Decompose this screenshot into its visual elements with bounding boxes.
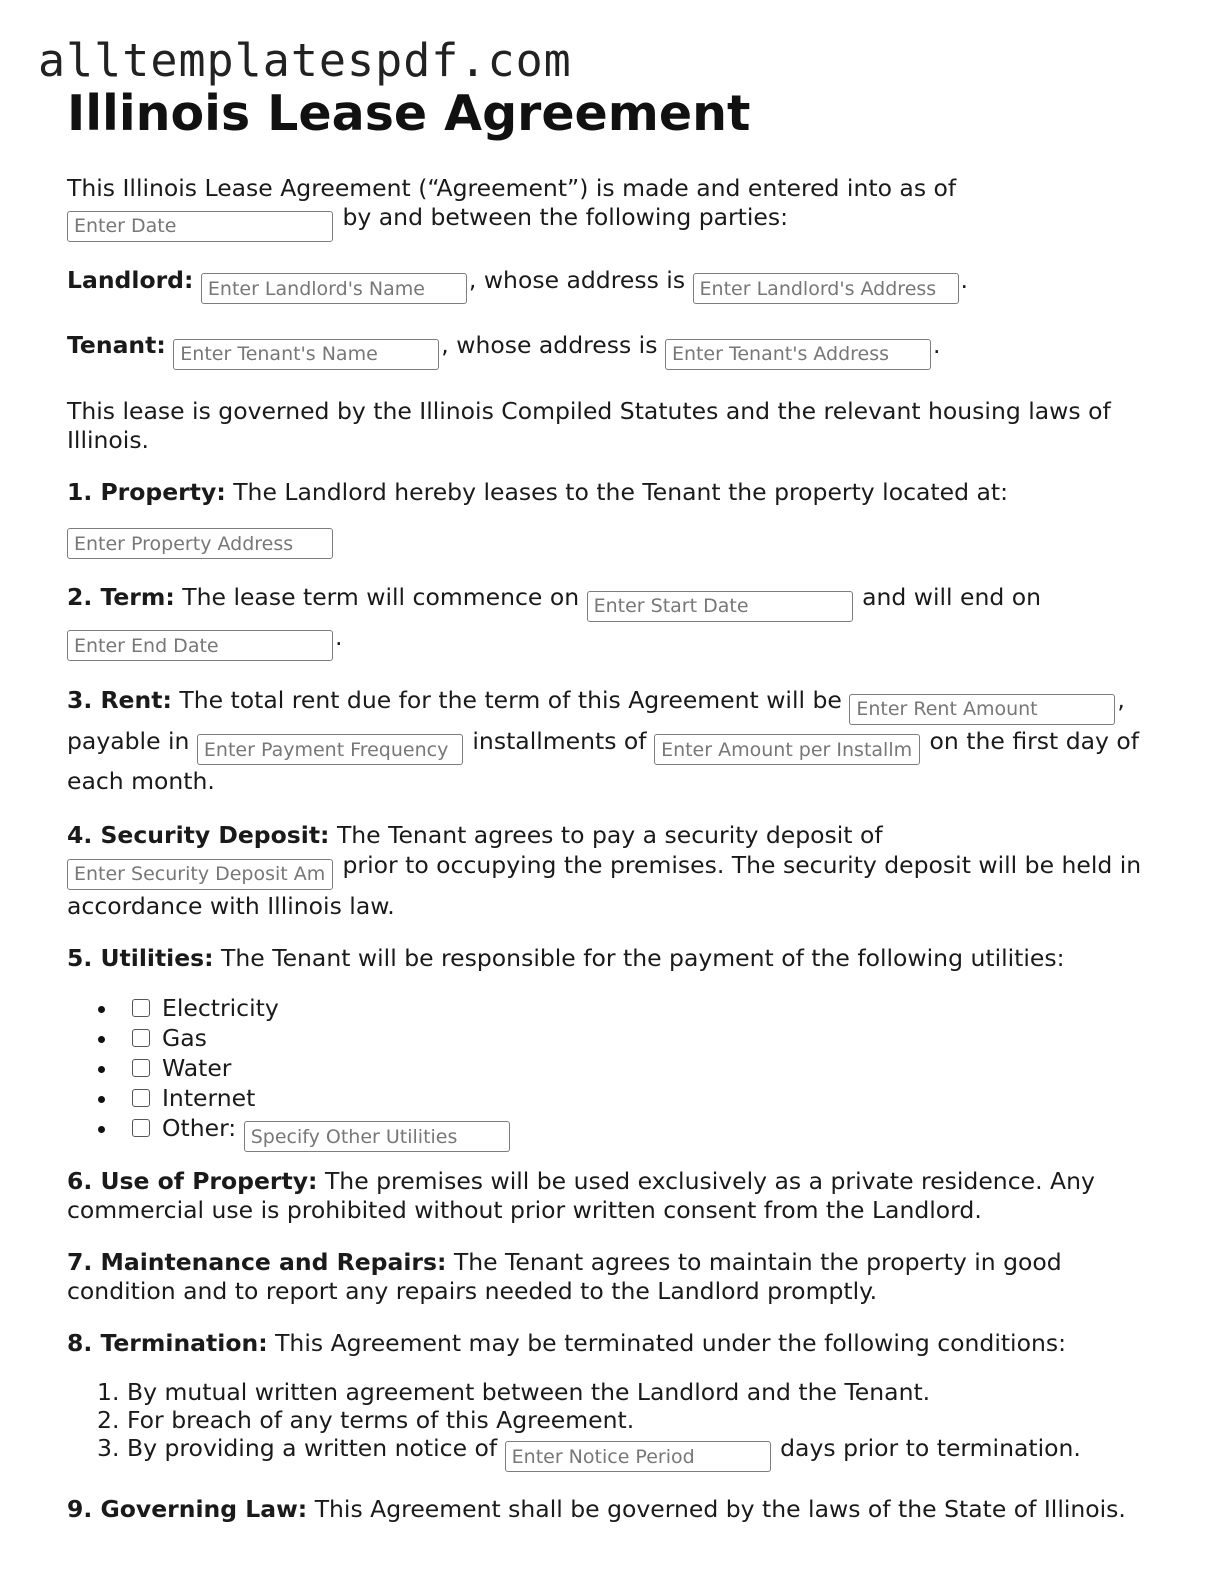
property-heading: 1. Property: xyxy=(67,477,226,506)
page-title: Illinois Lease Agreement xyxy=(67,85,751,142)
rent-text: The total rent due for the term of this Agreement will be xyxy=(179,686,842,714)
tenant-address-input[interactable] xyxy=(665,339,931,370)
payment-frequency-input[interactable] xyxy=(197,734,463,765)
maintenance-text: The Tenant agrees to maintain the property in good condition and to report any repairs needed to the Landlord promptly. xyxy=(67,1247,1062,1305)
maintenance-section xyxy=(67,1248,1157,1306)
site-watermark: alltemplatespdf.com xyxy=(38,34,572,87)
end-date-input[interactable] xyxy=(67,630,333,661)
notice-period-input[interactable] xyxy=(505,1441,771,1472)
list-item xyxy=(99,993,1157,1023)
landlord-address-input[interactable] xyxy=(693,273,959,304)
term-end: . xyxy=(335,622,343,651)
law-heading: 9. Governing Law: xyxy=(67,1495,308,1523)
gas-checkbox[interactable] xyxy=(132,1029,150,1047)
list-item xyxy=(99,1113,1157,1143)
agreement-body xyxy=(67,174,1157,1547)
notice-end-text: days prior to termination. xyxy=(780,1433,1081,1462)
water-checkbox[interactable] xyxy=(132,1059,150,1077)
landlord-label: Landlord: xyxy=(67,265,194,294)
rent-section xyxy=(67,685,1157,797)
utilities-list xyxy=(67,993,1157,1143)
list-item xyxy=(99,1083,1157,1113)
bullet-icon xyxy=(98,1036,105,1043)
list-item: 2. For breach of any terms of this Agreement. xyxy=(97,1405,635,1434)
landlord-end: . xyxy=(960,265,969,294)
deposit-text-2: prior to occupying the premises. The security deposit will be held in accordance with Illinois law. xyxy=(67,851,1142,920)
utility-label: Water xyxy=(162,1053,232,1082)
landlord-mid-text: , whose address is xyxy=(468,265,686,294)
utility-label: Gas xyxy=(162,1023,207,1052)
utility-label: Internet xyxy=(162,1083,256,1112)
term-heading: 2. Term: xyxy=(67,583,175,611)
tenant-label: Tenant: xyxy=(67,331,166,359)
agreement-date-input[interactable] xyxy=(67,211,333,242)
intro-paragraph xyxy=(67,174,1157,243)
utilities-section xyxy=(67,944,1157,973)
tenant-end: . xyxy=(932,331,941,359)
bullet-icon xyxy=(98,1006,105,1013)
start-date-input[interactable] xyxy=(587,591,853,622)
use-text: The premises will be used exclusively as a private residence. Any commercial use is prohibited without prior written consent from the Landlord. xyxy=(67,1166,1095,1224)
rent-text-3: installments of xyxy=(472,726,647,755)
bullet-icon xyxy=(98,1096,105,1103)
rent-text-2: , payable in xyxy=(67,686,1125,755)
intro-text: This Illinois Lease Agreement (“Agreement”) is made and entered into as of xyxy=(67,174,957,202)
intro-text-2: by and between the following parties: xyxy=(342,203,789,231)
rent-amount-input[interactable] xyxy=(849,694,1115,725)
other-checkbox[interactable] xyxy=(132,1119,150,1137)
term-text: The lease term will commence on xyxy=(182,583,580,611)
term-section xyxy=(67,583,1157,662)
law-section xyxy=(67,1495,1157,1524)
rent-text-4: on the first day of each month. xyxy=(67,726,1140,795)
list-item xyxy=(99,1053,1157,1083)
use-section xyxy=(67,1167,1157,1225)
list-item: 3. By providing a written notice of Enter Notice Period days prior to termination. xyxy=(97,1434,1157,1474)
termination-section xyxy=(67,1329,1157,1358)
utilities-heading: 5. Utilities: xyxy=(67,943,214,972)
landlord-line xyxy=(67,266,1157,306)
internet-checkbox[interactable] xyxy=(132,1089,150,1107)
property-text: The Landlord hereby leases to the Tenant the property located at: xyxy=(233,477,1008,506)
tenant-line xyxy=(67,331,1157,371)
bullet-icon xyxy=(98,1066,105,1073)
property-address-input[interactable] xyxy=(67,528,333,559)
landlord-name-input[interactable] xyxy=(201,273,467,304)
maintenance-heading: 7. Maintenance and Repairs: xyxy=(67,1247,447,1276)
property-address-row xyxy=(67,521,1157,561)
deposit-text: The Tenant agrees to pay a security deposit of xyxy=(336,821,883,849)
electricity-checkbox[interactable] xyxy=(132,999,150,1017)
deposit-heading: 4. Security Deposit: xyxy=(67,821,330,849)
list-item: 1. By mutual written agreement between the Landlord and the Tenant. xyxy=(97,1377,931,1406)
utilities-text: The Tenant will be responsible for the payment of the following utilities: xyxy=(221,943,1065,972)
rent-heading: 3. Rent: xyxy=(67,686,172,714)
utility-label: Electricity xyxy=(162,993,279,1022)
security-deposit-input[interactable] xyxy=(67,859,333,890)
deposit-section xyxy=(67,820,1157,921)
other-utilities-input[interactable] xyxy=(244,1121,510,1152)
property-section xyxy=(67,478,1157,507)
installment-amount-input[interactable] xyxy=(654,734,920,765)
law-text: This Agreement shall be governed by the laws of the State of Illinois. xyxy=(314,1495,1126,1523)
utility-label: Other: xyxy=(162,1113,237,1142)
tenant-mid-text: , whose address is xyxy=(441,331,658,359)
termination-text: This Agreement may be terminated under the following conditions: xyxy=(275,1328,1067,1357)
tenant-name-input[interactable] xyxy=(173,339,439,370)
termination-heading: 8. Termination: xyxy=(67,1328,268,1357)
governed-paragraph: This lease is governed by the Illinois Compiled Statutes and the relevant housing laws of Illinois. xyxy=(67,396,1111,454)
bullet-icon xyxy=(98,1126,105,1133)
use-heading: 6. Use of Property: xyxy=(67,1166,318,1195)
termination-list xyxy=(67,1378,1157,1474)
term-text-2: and will end on xyxy=(862,583,1042,611)
list-item xyxy=(99,1023,1157,1053)
